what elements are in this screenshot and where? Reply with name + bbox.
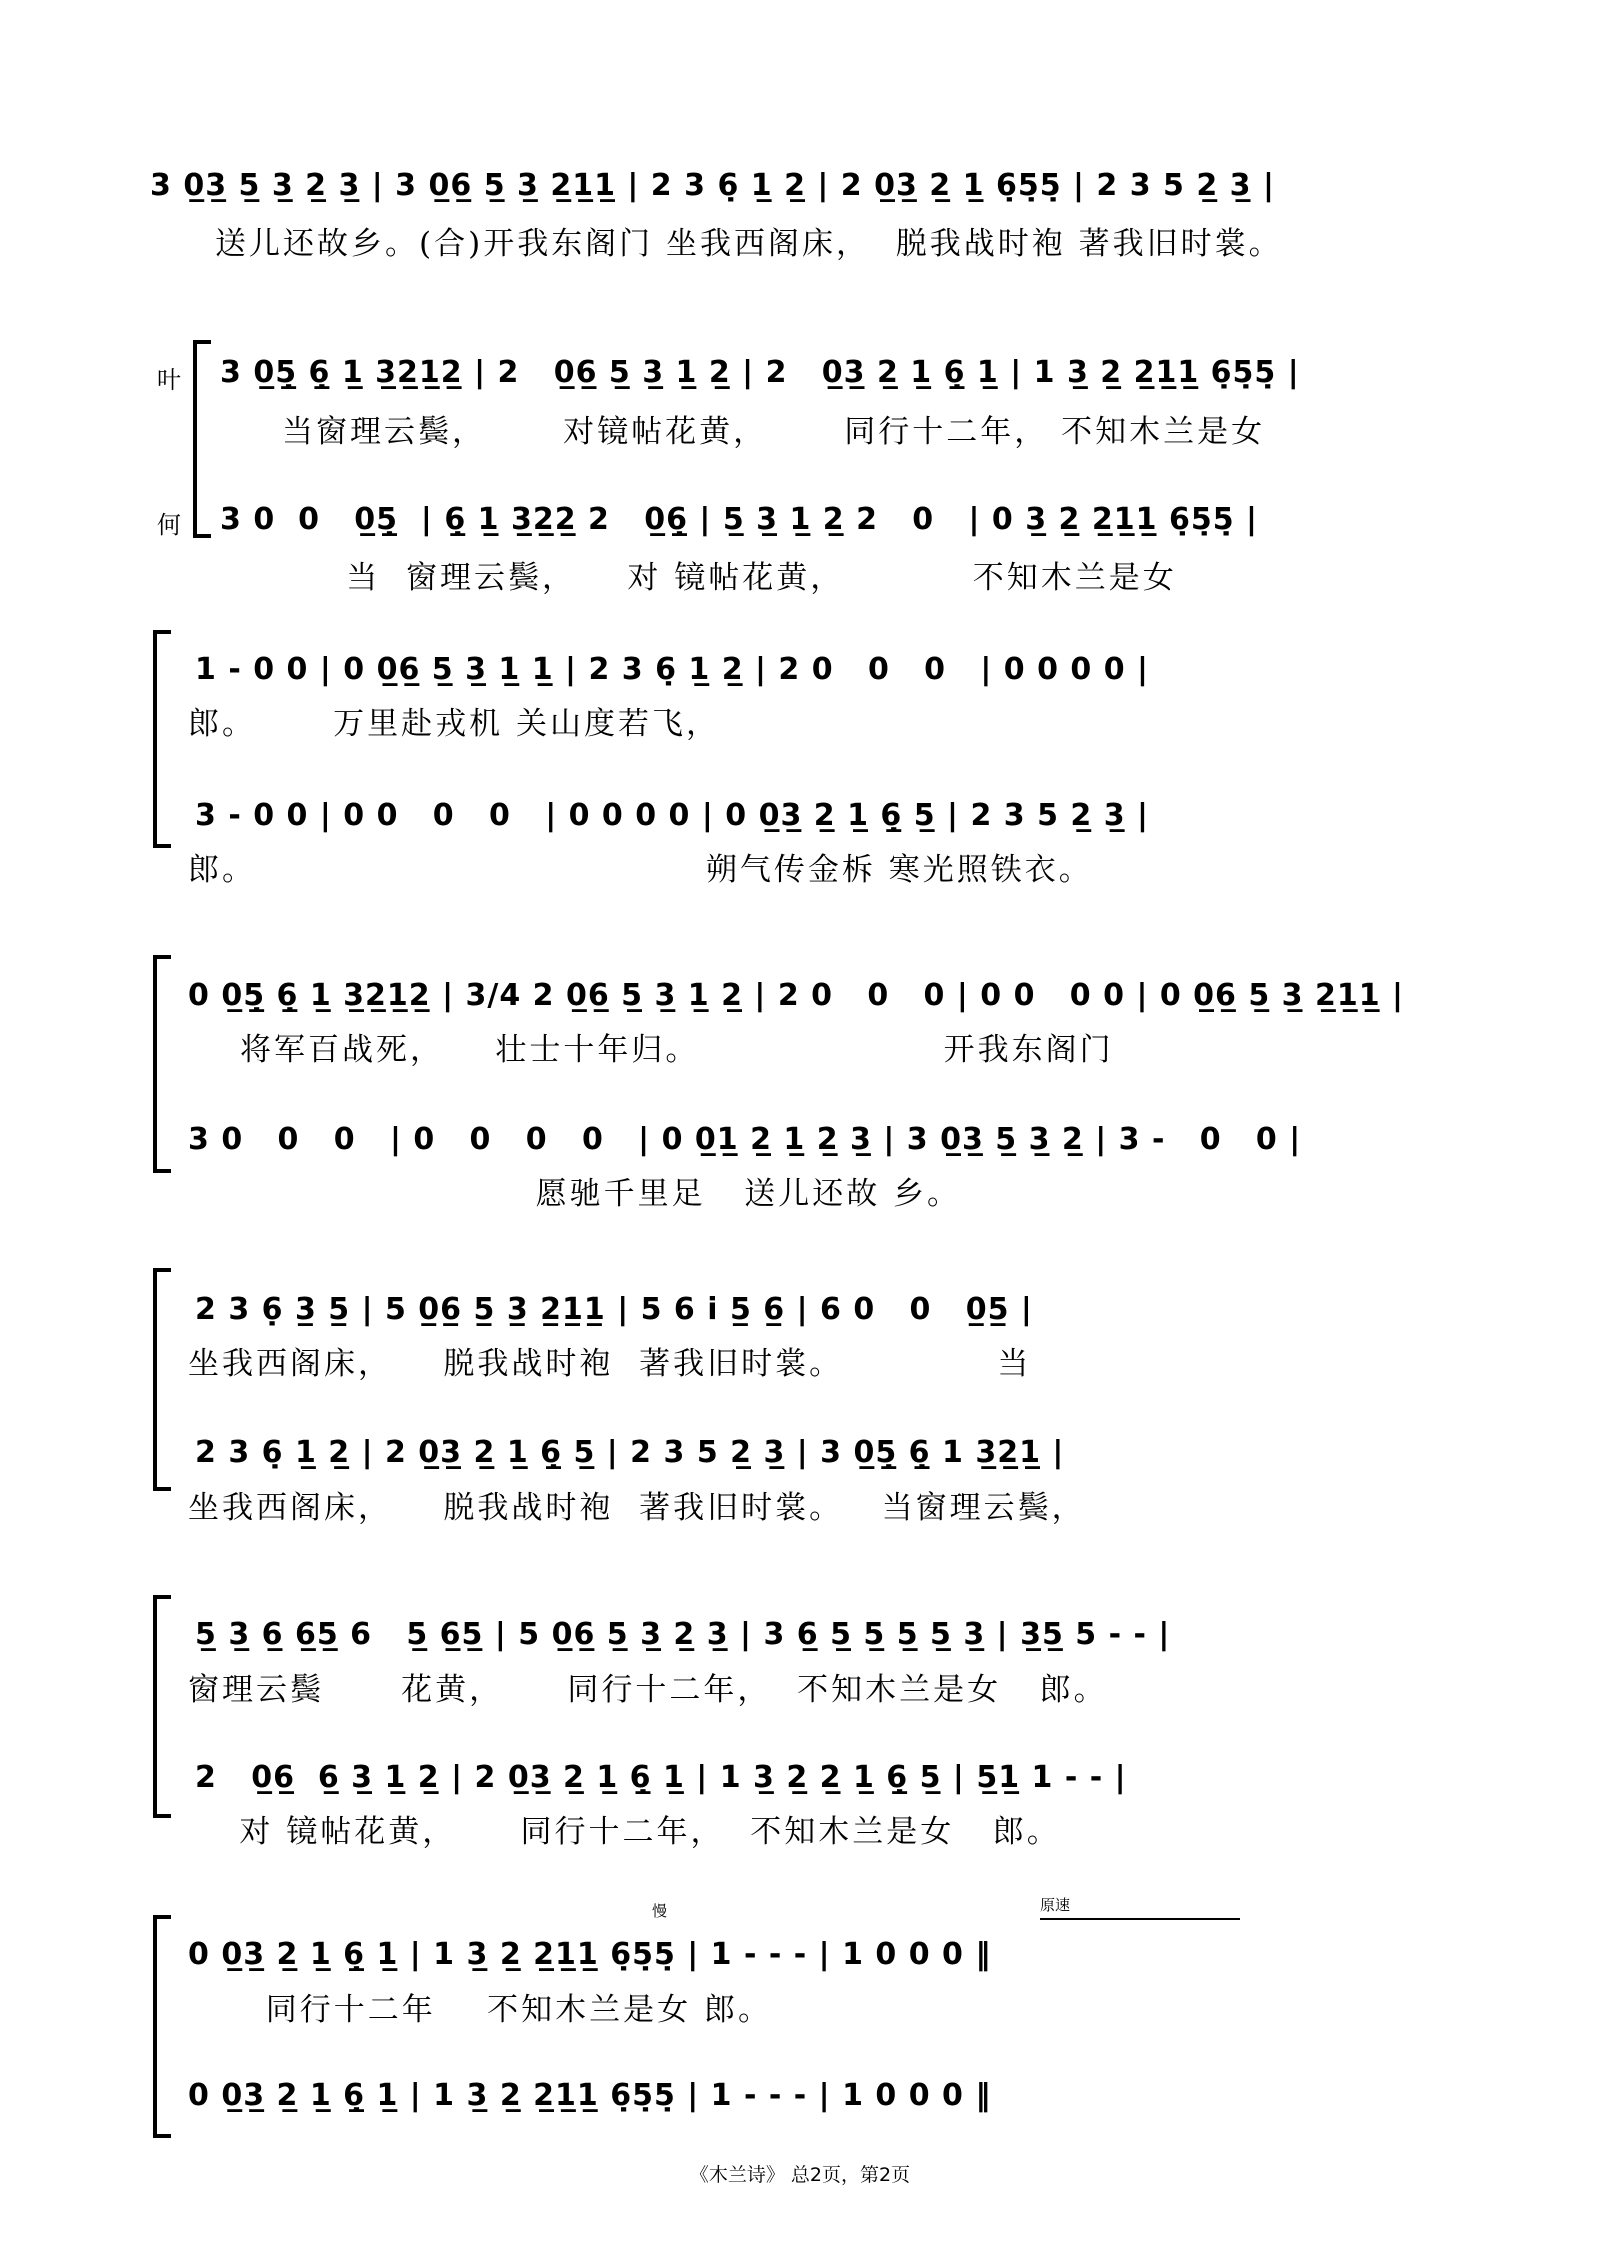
notation-line: 3 0 0 0̲5̣̲ | 6̣̲ 1̲ 3̲2̲2̲ 2 0̲6̣̲ | 5̲ 3̲ 1̲ 2̲ 2 0 | 0 3̲ 2̲ 2̲1̲1̲ 6̣5̣5̣ | <box>220 502 1258 537</box>
system-bracket <box>153 1268 167 1491</box>
notation-line: 5̲ 3̲ 6̲ 6̲5̲ 6 5̲ 6̲5̲ | 5 0̲6̲ 5̲ 3̲ 2̲ 3̲ | 3 6̲ 5̲ 5̲ 5̲ 5̲ 3̲ | 3̲5̲ 5 - - | <box>195 1617 1171 1652</box>
part-label-top: 叶 <box>157 366 181 394</box>
lyrics-line: 送儿还故乡。(合)开我东阁门 坐我西阁床， 脱我战时袍 著我旧时裳。 <box>215 226 1283 262</box>
lyrics-line: 对 镜帖花黄， 同行十二年， 不知木兰是女 郎。 <box>188 1814 1061 1850</box>
part-label-bottom: 何 <box>157 511 181 539</box>
notation-line: 1 - 0 0 | 0 0̲6̲ 5̲ 3̲ 1̲ 1̲ | 2 3 6̣ 1̲ 2̲ | 2 0 0 0 | 0 0 0 0 | <box>195 652 1150 687</box>
notation-line: 3 0̲5̣̲ 6̣̲ 1̲ 3̲2̲1̲2̲ | 2 0̲6̲ 5̲ 3̲ 1̲ 2̲ | 2 0̲3̲ 2̲ 1̲ 6̣̲ 1̲ | 1 3̲ 2̲ 2̲1̲1̲ 6̣5̣5̣ | <box>220 355 1300 390</box>
lyrics-line: 坐我西阁床， 脱我战时袍 著我旧时裳。 当 <box>188 1346 1032 1382</box>
page-footer: 《木兰诗》 总2页，第2页 <box>689 2164 911 2186</box>
system-bracket <box>153 630 167 848</box>
lyrics-line: 当 窗理云鬓， 对 镜帖花黄， 不知木兰是女 <box>282 560 1177 596</box>
system-bracket <box>193 340 207 538</box>
lyrics-line: 将军百战死， 壮士十年归。 开我东阁门 <box>240 1032 1114 1068</box>
tempo-mark-original: 原速 <box>1040 1896 1071 1914</box>
tempo-mark-slow: 慢 <box>652 1902 668 1920</box>
system-bracket <box>153 955 167 1173</box>
lyrics-line: 郎。 万里赴戎机 关山度若飞， <box>188 706 720 742</box>
notation-line: 2 3 6̣ 1̲ 2̲ | 2 0̲3̲ 2̲ 1̲ 6̣̲ 5̲ | 2 3 5 2̲ 3̲ | 3 0̲5̣̲ 6̣̲ 1 3̲2̲1̲ | <box>195 1435 1065 1470</box>
notation-line: 3 - 0 0 | 0 0 0 0 | 0 0 0 0 | 0 0̲3̲ 2̲ 1̲ 6̣̲ 5̲ | 2 3 5 2̲ 3̲ | <box>195 798 1150 833</box>
lyrics-line: 同行十二年 不知木兰是女 郎。 <box>240 1992 772 2028</box>
lyrics-line: 坐我西阁床， 脱我战时袍 著我旧时裳。 当窗理云鬓， <box>188 1490 1086 1526</box>
system-bracket <box>153 1595 167 1818</box>
lyrics-line: 郎。 朔气传金柝 寒光照铁衣。 <box>188 852 1093 888</box>
notation-line: 0 0̲3̲ 2̲ 1̲ 6̣̲ 1̲ | 1 3̲ 2̲ 2̲1̲1̲ 6̣5̣5̣ | 1 - - - | 1 0 0 0 ‖ <box>188 2078 992 2113</box>
tempo-extension-line <box>1040 1918 1240 1936</box>
lyrics-line: 愿驰千里足 送儿还故 乡。 <box>240 1176 962 1212</box>
notation-line: 2 0̲6̲ 6̲ 3̲ 1̲ 2̲ | 2 0̲3̲ 2̲ 1̲ 6̣̲ 1̲ | 1 3̲ 2̲ 2̲ 1̲ 6̣̲ 5̲ | 5̲1̲ 1 - - | <box>195 1760 1127 1795</box>
notation-line: 3 0 0 0 | 0 0 0 0 | 0 0̲1̲ 2̲ 1̲ 2̲ 3̲ | 3 0̲3̲ 5̲ 3̲ 2̲ | 3 - 0 0 | <box>188 1122 1302 1157</box>
lyrics-line: 窗理云鬓 花黄， 同行十二年， 不知木兰是女 郎。 <box>188 1672 1108 1708</box>
lyrics-line: 当窗理云鬓， 对镜帖花黄， 同行十二年， 不知木兰是女 <box>282 414 1266 450</box>
notation-line: 0 0̲3̲ 2̲ 1̲ 6̣̲ 1̲ | 1 3̲ 2̲ 2̲1̲1̲ 6̣5̣5̣ | 1 - - - | 1 0 0 0 ‖ <box>188 1937 992 1972</box>
notation-line: 3 0̲3̲ 5̲ 3̲ 2̲ 3̲ | 3 0̲6̲ 5̲ 3̲ 2̲1̲1̲ | 2 3 6̣ 1̲ 2̲ | 2 0̲3̲ 2̲ 1̲ 6̣5̣5̣ | 2 3 5 2̲ 3̲ | <box>150 168 1275 203</box>
system-bracket <box>153 1915 167 2138</box>
notation-line: 0 0̲5̣̲ 6̣̲ 1̲ 3̲2̲1̲2̲ | 3/4 2 0̲6̲ 5̲ 3̲ 1̲ 2̲ | 2 0 0 0 | 0 0 0 0 | 0 0̲6̲ 5̲ 3̲ 2̲1̲1̲ | <box>188 978 1405 1013</box>
notation-line: 2 3 6̣ 3̲ 5̲ | 5 0̲6̲ 5̲ 3̲ 2̲1̲1̲ | 5 6 i 5̲ 6̲ | 6 0 0 0̲5̲ | <box>195 1292 1033 1327</box>
